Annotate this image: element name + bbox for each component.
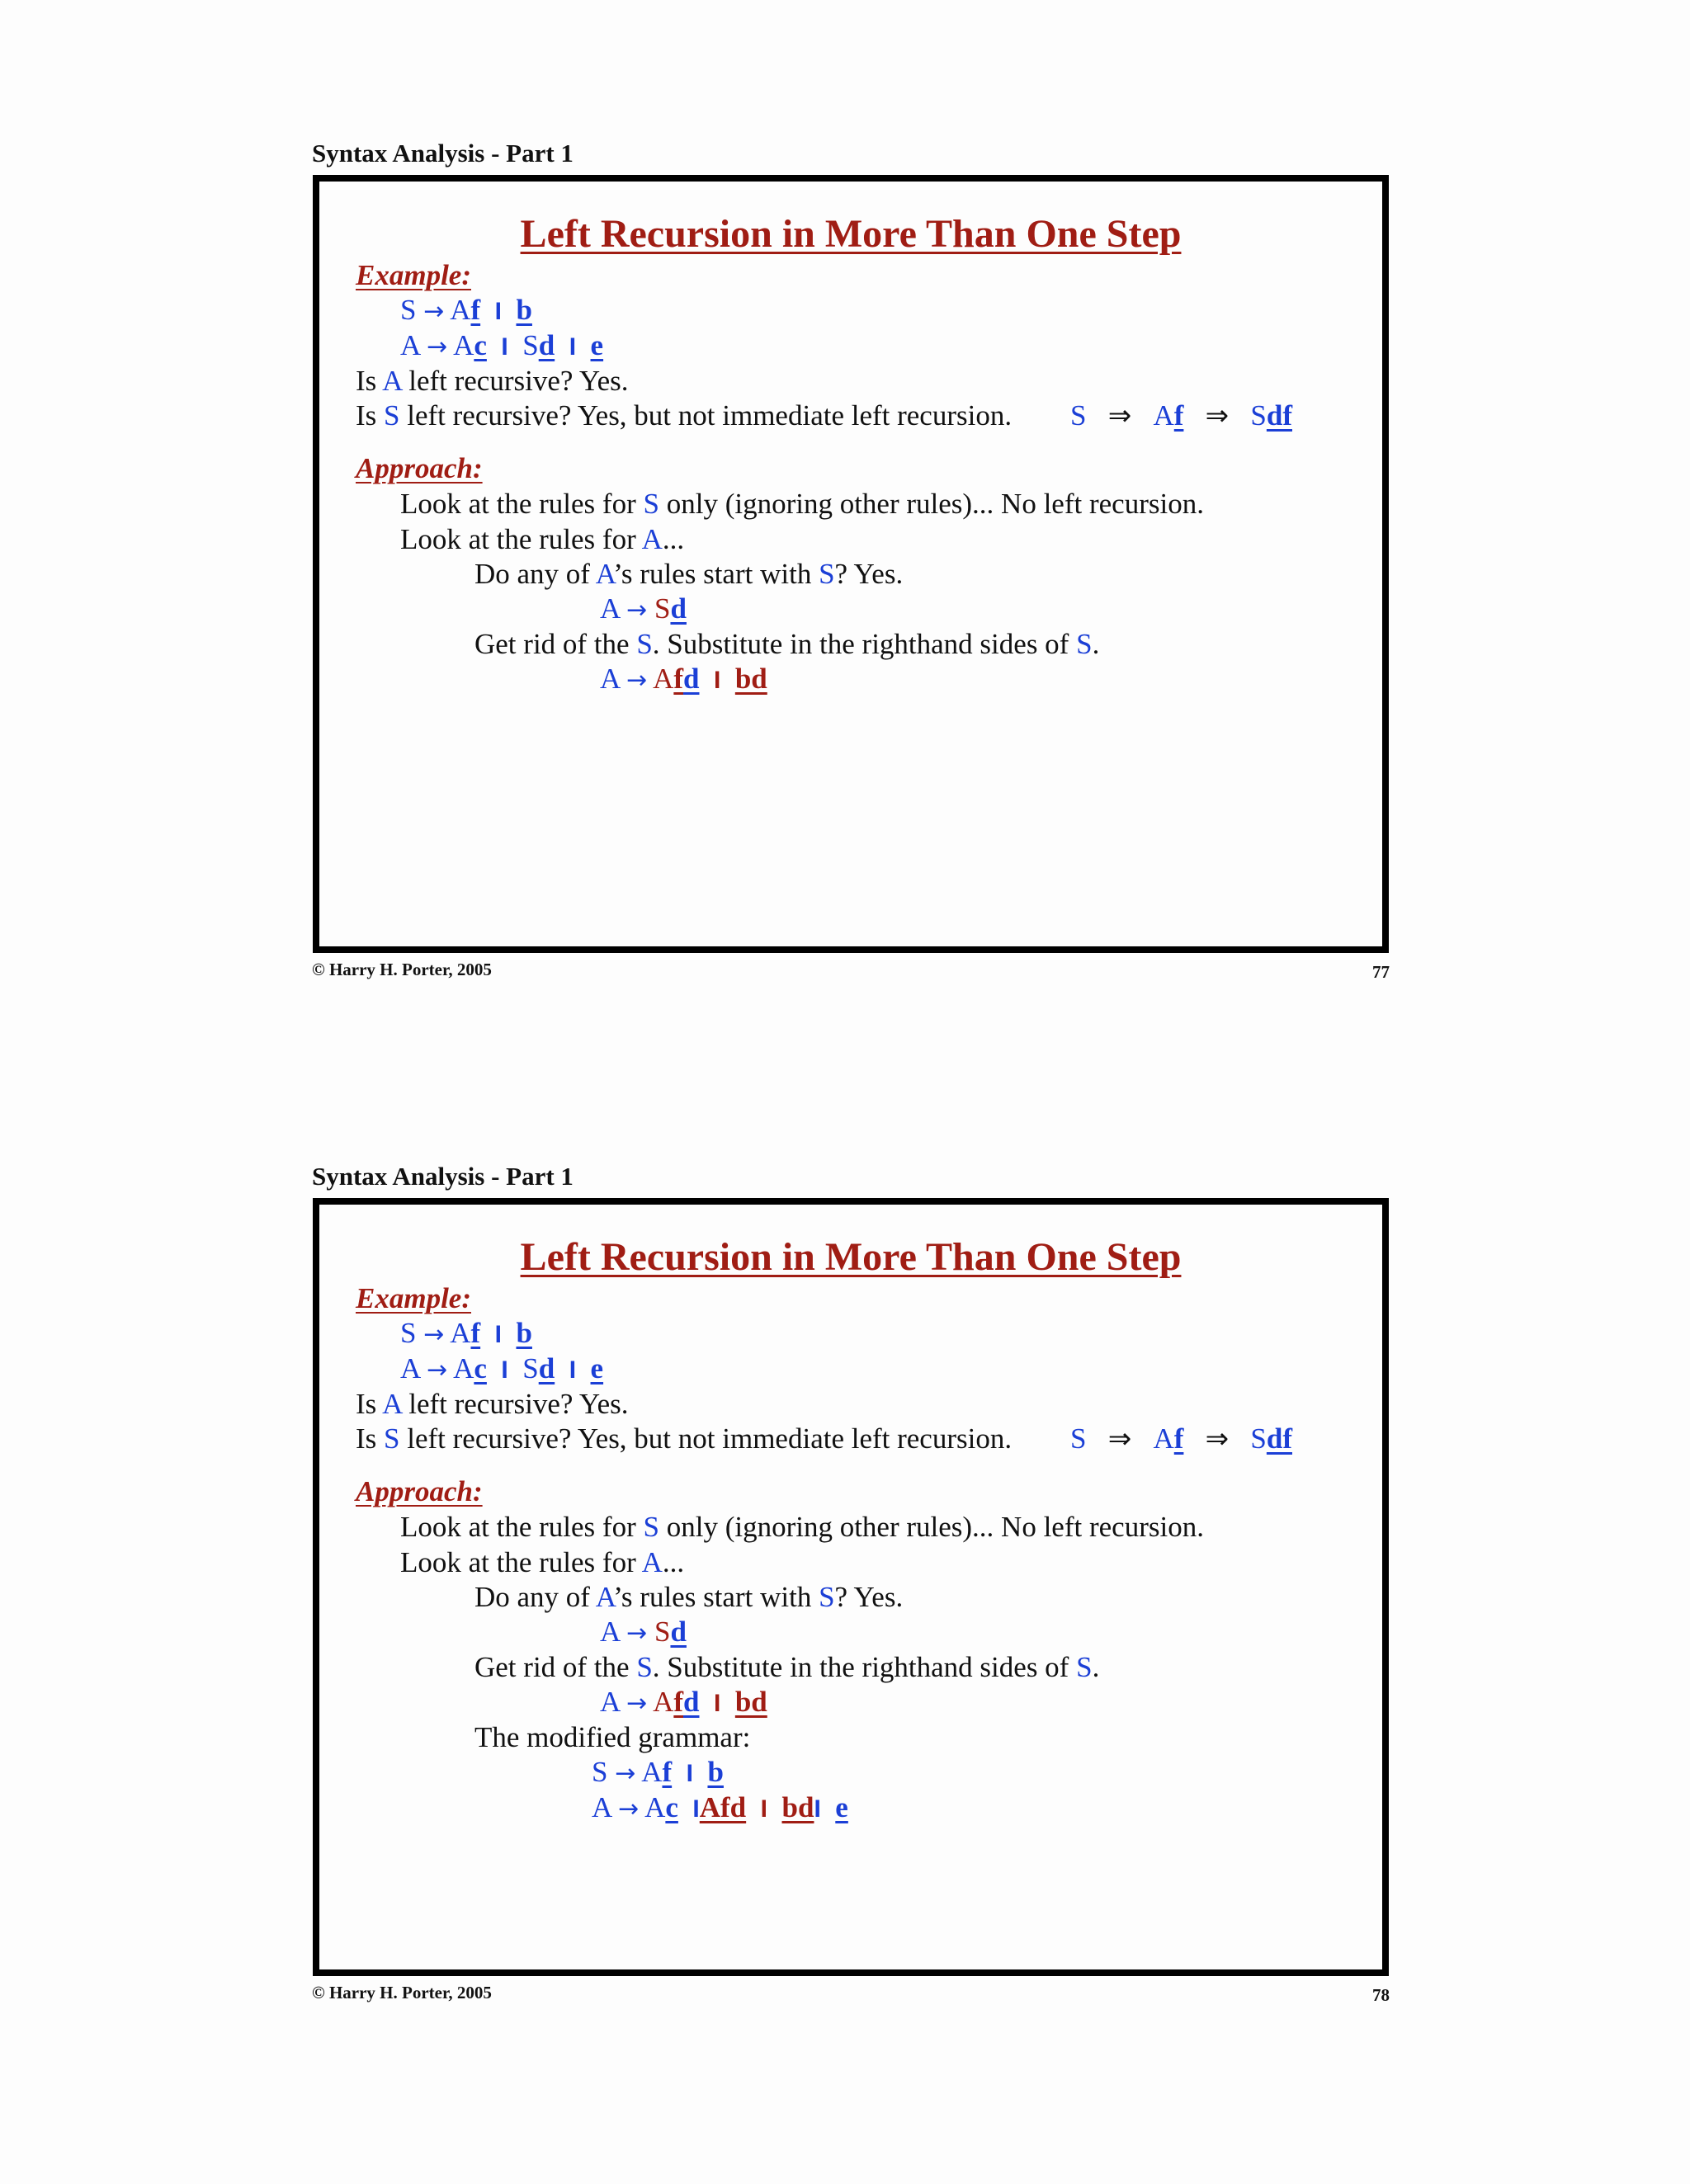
derivation: S ⇒ Af ⇒ Sdf: [1070, 399, 1292, 432]
question-s-left-recursive: Is S left recursive? Yes, but not immediate left recursion.: [356, 399, 1013, 432]
page-number: 77: [1372, 962, 1390, 982]
approach-label: Approach:: [356, 1475, 483, 1507]
modified-rule-a: A → Ac IAfd I bdI e: [592, 1791, 848, 1823]
modified-rule-s: S → Af I b: [592, 1756, 724, 1788]
approach-step-4: Get rid of the S. Substitute in the righthand sides of S.: [474, 628, 1100, 660]
grammar-rule-a: A → Ac I Sd I e: [400, 329, 604, 361]
rule-a-substituted: A → Afd I bd: [600, 1686, 767, 1718]
derivation: S ⇒ Af ⇒ Sdf: [1070, 1422, 1292, 1455]
footer-copyright: © Harry H. Porter, 2005: [312, 960, 492, 979]
rule-a-sd: A → Sd: [600, 1616, 687, 1648]
approach-step-5: The modified grammar:: [474, 1721, 751, 1753]
approach-label: Approach:: [356, 452, 483, 484]
rule-a-substituted: A → Afd I bd: [600, 663, 767, 695]
page-header: Syntax Analysis - Part 1: [312, 1162, 574, 1191]
approach-step-2: Look at the rules for A...: [400, 1546, 685, 1578]
slide-frame: [313, 1198, 1389, 1976]
question-s-left-recursive: Is S left recursive? Yes, but not immediate left recursion.: [356, 1422, 1013, 1455]
approach-step-1: Look at the rules for S only (ignoring other rules)... No left recursion.: [400, 488, 1204, 520]
footer-copyright: © Harry H. Porter, 2005: [312, 1983, 492, 2002]
example-label: Example:: [356, 259, 471, 291]
approach-step-3: Do any of A’s rules start with S? Yes.: [474, 1581, 904, 1613]
slide-frame: [313, 175, 1389, 953]
approach-step-1: Look at the rules for S only (ignoring other rules)... No left recursion.: [400, 1511, 1204, 1543]
grammar-rule-s: S → Af I b: [400, 1317, 532, 1349]
question-a-left-recursive: Is A left recursive? Yes.: [356, 365, 629, 397]
example-label: Example:: [356, 1282, 471, 1314]
rule-a-sd: A → Sd: [600, 592, 687, 625]
slide-title: Left Recursion in More Than One Step: [520, 1235, 1182, 1279]
grammar-rule-s: S → Af I b: [400, 294, 532, 326]
question-a-left-recursive: Is A left recursive? Yes.: [356, 1388, 629, 1420]
slide-title: Left Recursion in More Than One Step: [520, 212, 1182, 256]
approach-step-4: Get rid of the S. Substitute in the righthand sides of S.: [474, 1651, 1100, 1683]
approach-step-3: Do any of A’s rules start with S? Yes.: [474, 558, 904, 590]
page-number: 78: [1372, 1985, 1390, 2005]
page-header: Syntax Analysis - Part 1: [312, 139, 574, 167]
approach-step-2: Look at the rules for A...: [400, 523, 685, 555]
grammar-rule-a: A → Ac I Sd I e: [400, 1352, 604, 1384]
